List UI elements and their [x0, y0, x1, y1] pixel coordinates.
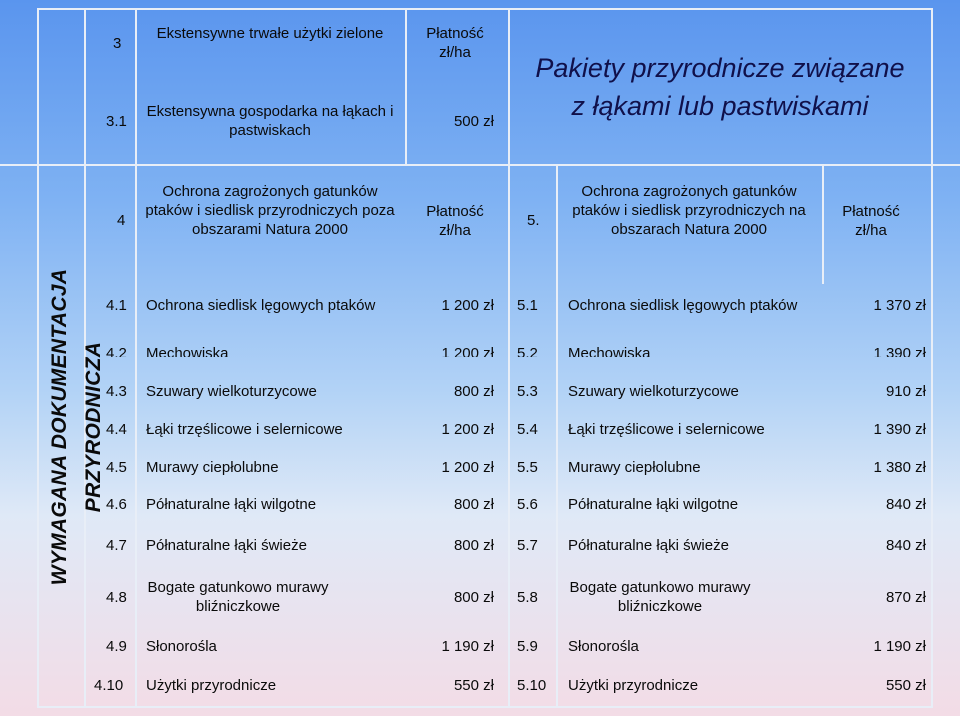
row-name: Ochrona siedlisk lęgowych ptaków	[146, 297, 376, 314]
row-number: 5.8	[517, 589, 538, 606]
amount-3-1: 500 zł	[453, 113, 494, 130]
row-amount: 910 zł	[885, 383, 926, 400]
row-number: 4.8	[106, 589, 127, 606]
row-number: 5.1	[517, 297, 538, 314]
row-name-3: Ekstensywne trwałe użytki zielone	[156, 25, 384, 42]
row-number: 4.7	[106, 537, 127, 554]
row-amount: 1 200 zł	[441, 421, 494, 438]
row-name: Mechowiska	[568, 345, 651, 357]
row-amount: 1 200 zł	[441, 459, 494, 476]
row-number: 5.5	[517, 459, 538, 476]
row-name: Murawy ciepłolubne	[146, 459, 279, 476]
row-amount: 840 zł	[885, 537, 926, 554]
row-name: Szuwary wielkoturzycowe	[568, 383, 739, 400]
payment-header-top: Płatność zł/ha	[426, 25, 484, 61]
row-number: 4.6	[106, 496, 127, 513]
row-name: Mechowiska	[146, 345, 229, 357]
row-number: 5.2	[517, 345, 538, 357]
row-number-3-1: 3.1	[106, 113, 127, 130]
column-divider	[135, 8, 137, 708]
row-name: Bogate gatunkowo murawy bliźniczkowe	[147, 579, 329, 615]
row-name: Półnaturalne łąki wilgotne	[146, 496, 317, 513]
row-name: Półnaturalne łąki świeże	[146, 537, 307, 554]
row-name: Półnaturalne łąki wilgotne	[568, 496, 739, 513]
row-amount: 1 200 zł	[441, 345, 494, 357]
page-title-line1: Pakiety przyrodnicze związane	[535, 53, 905, 83]
payment-header-right: Płatność zł/ha	[842, 203, 900, 239]
side-label: WYMAGANA DOKUMENTACJA PRZYRODNICZA	[48, 268, 105, 586]
row-name: Łąki trzęślicowe i selernicowe	[568, 421, 765, 438]
row-number-3: 3	[113, 35, 122, 52]
row-name: Szuwary wielkoturzycowe	[146, 383, 317, 400]
row-amount: 1 370 zł	[873, 297, 926, 314]
package-number-5: 5.	[527, 212, 540, 229]
row-name: Użytki przyrodnicze	[568, 677, 699, 694]
row-amount: 800 zł	[453, 589, 494, 606]
row-number: 4.5	[106, 459, 127, 476]
row-name: Słonorośla	[568, 638, 639, 655]
row-number: 5.7	[517, 537, 538, 554]
package-name-4: Ochrona zagrożonych gatunków ptaków i siedlisk przyrodniczych poza obszarami Natura 2000	[145, 183, 395, 238]
package-number-4: 4	[117, 212, 126, 229]
row-number: 4.3	[106, 383, 127, 400]
row-amount: 800 zł	[453, 537, 494, 554]
row-number: 5.3	[517, 383, 538, 400]
column-divider	[822, 164, 824, 284]
page-title-line2: z łąkami lub pastwiskami	[571, 91, 869, 121]
row-amount: 800 zł	[453, 496, 494, 513]
row-name: Półnaturalne łąki świeże	[568, 537, 729, 554]
row-amount: 840 zł	[885, 496, 926, 513]
row-name-3-1: Ekstensywna gospodarka na łąkach i pastwiskach	[146, 103, 394, 139]
row-number: 5.6	[517, 496, 538, 513]
row-name: Ochrona siedlisk lęgowych ptaków	[568, 297, 798, 314]
row-number: 5.4	[517, 421, 538, 438]
row-amount: 1 390 zł	[873, 345, 926, 357]
package-name-5: Ochrona zagrożonych gatunków ptaków i siedlisk przyrodniczych na obszarach Natura 2000	[572, 183, 806, 238]
column-divider	[556, 164, 558, 708]
row-number: 4.4	[106, 421, 127, 438]
row-number: 4.1	[106, 297, 127, 314]
row-name: Bogate gatunkowo murawy bliźniczkowe	[569, 579, 751, 615]
row-name: Łąki trzęślicowe i selernicowe	[146, 421, 343, 438]
row-amount: 1 390 zł	[873, 421, 926, 438]
row-amount: 800 zł	[453, 383, 494, 400]
row-amount: 550 zł	[885, 677, 926, 694]
row-amount: 1 190 zł	[441, 638, 494, 655]
column-divider	[405, 8, 407, 164]
section-divider	[0, 164, 960, 166]
row-amount: 1 380 zł	[873, 459, 926, 476]
row-amount: 1 200 zł	[441, 297, 494, 314]
row-number: 5.10	[517, 677, 547, 694]
row-name: Murawy ciepłolubne	[568, 459, 701, 476]
row-amount: 550 zł	[453, 677, 494, 694]
row-name: Słonorośla	[146, 638, 217, 655]
row-number: 5.9	[517, 638, 538, 655]
row-name: Użytki przyrodnicze	[146, 677, 277, 694]
row-amount: 870 zł	[885, 589, 926, 606]
payment-header-left: Płatność zł/ha	[426, 203, 484, 239]
row-number: 4.10	[94, 677, 124, 694]
row-amount: 1 190 zł	[873, 638, 926, 655]
row-number: 4.9	[106, 638, 127, 655]
row-number: 4.2	[106, 345, 127, 357]
